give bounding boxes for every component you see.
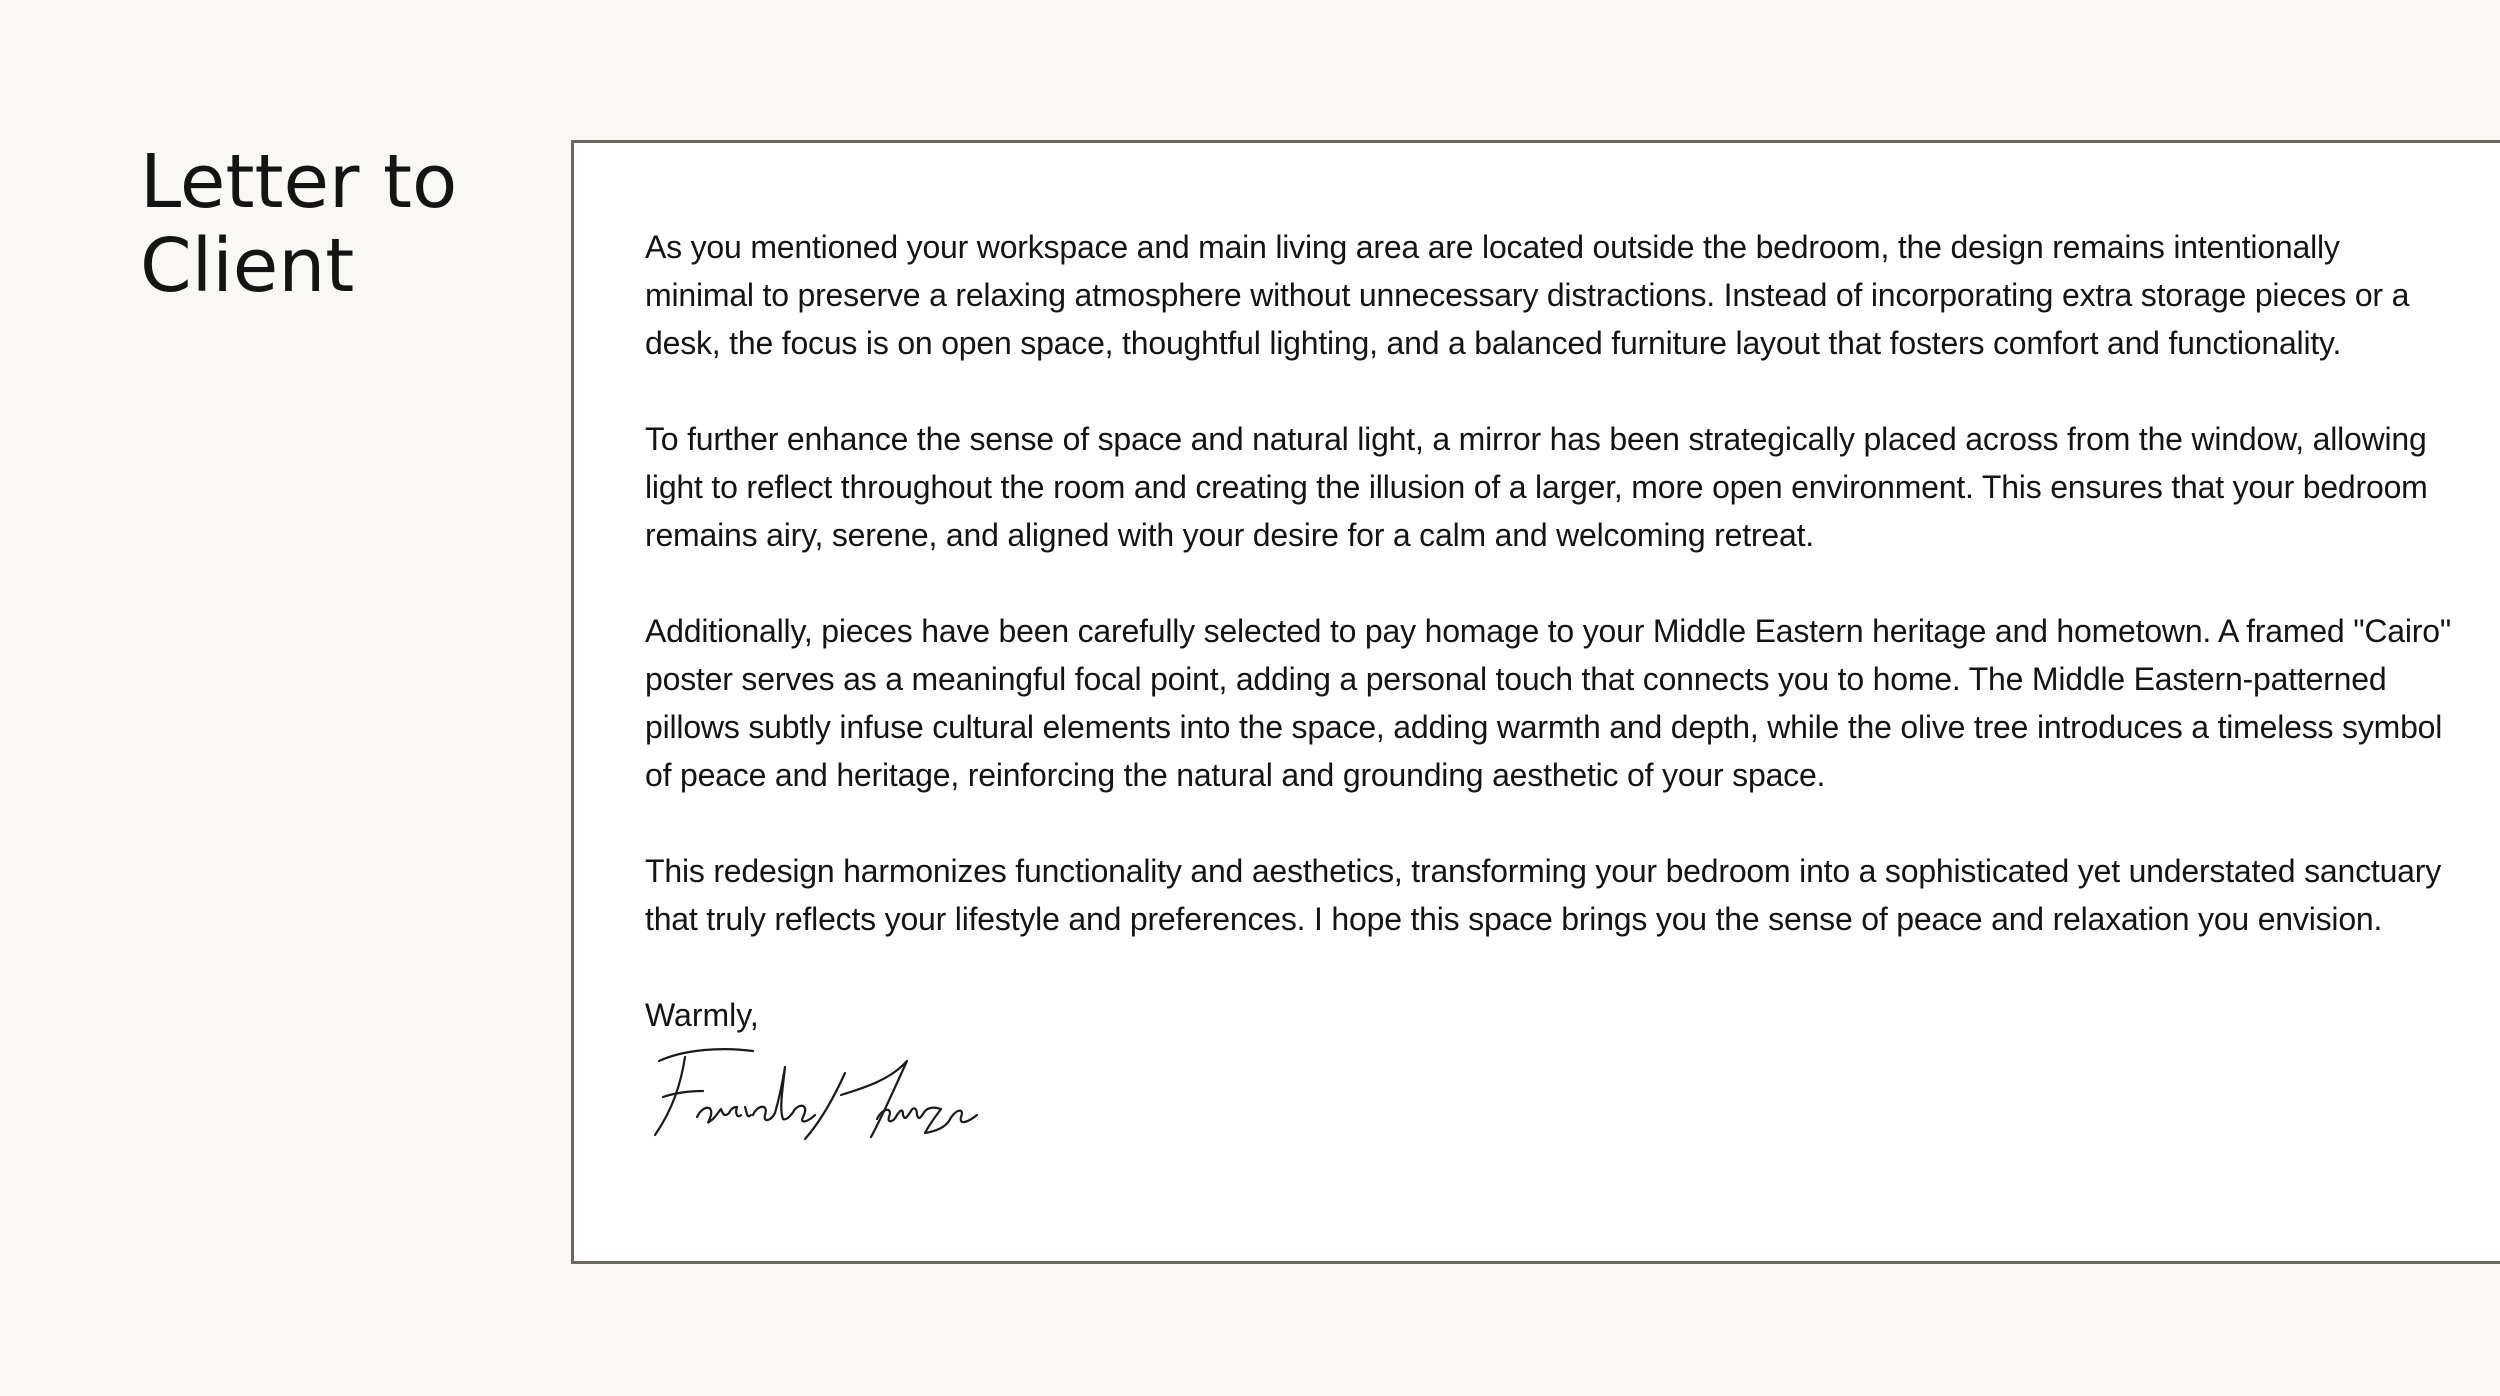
letter-paragraph: Additionally, pieces have been carefully selected to pay homage to your Middle Eastern heritage and hometown. A framed "Cairo" poster serves as a meaningful focal point, adding a personal touch that connects you to home. The Middle Eastern-patterned pillows subtly infuse cultural elements into the space, adding warmth and depth, while the olive tree introduces a timeless symbol of peace and heritage, reinforcing the natural and grounding aesthetic of your space. (645, 613, 2451, 793)
letter-paragraph: As you mentioned your workspace and main living area are located outside the bedroom, the design remains intentionally minimal to preserve a relaxing atmosphere without unnecessary distractions. Instead of incorporating extra storage pieces or a desk, the focus is on open space, thoughtful lighting, and a balanced furniture layout that fosters comfort and functionality. (645, 229, 2410, 361)
letter-card (571, 140, 2500, 1264)
letter-closing: Warmly, (645, 997, 759, 1033)
letter-paragraph: To further enhance the sense of space and natural light, a mirror has been strategically placed across from the window, allowing light to reflect throughout the room and creating the illusion of a larger, more open environment. This ensures that your bedroom remains airy, serene, and aligned with your desire for a calm and welcoming retreat. (645, 421, 2428, 553)
slide-title: Letter to Client (140, 139, 458, 309)
letter-body (645, 223, 2455, 1153)
handwritten-signature (645, 1043, 985, 1153)
letter-paragraph: This redesign harmonizes functionality and aesthetics, transforming your bedroom into a sophisticated yet understated sanctuary that truly reflects your lifestyle and preferences. I hope this space brings you the sense of peace and relaxation you envision. (645, 853, 2442, 937)
